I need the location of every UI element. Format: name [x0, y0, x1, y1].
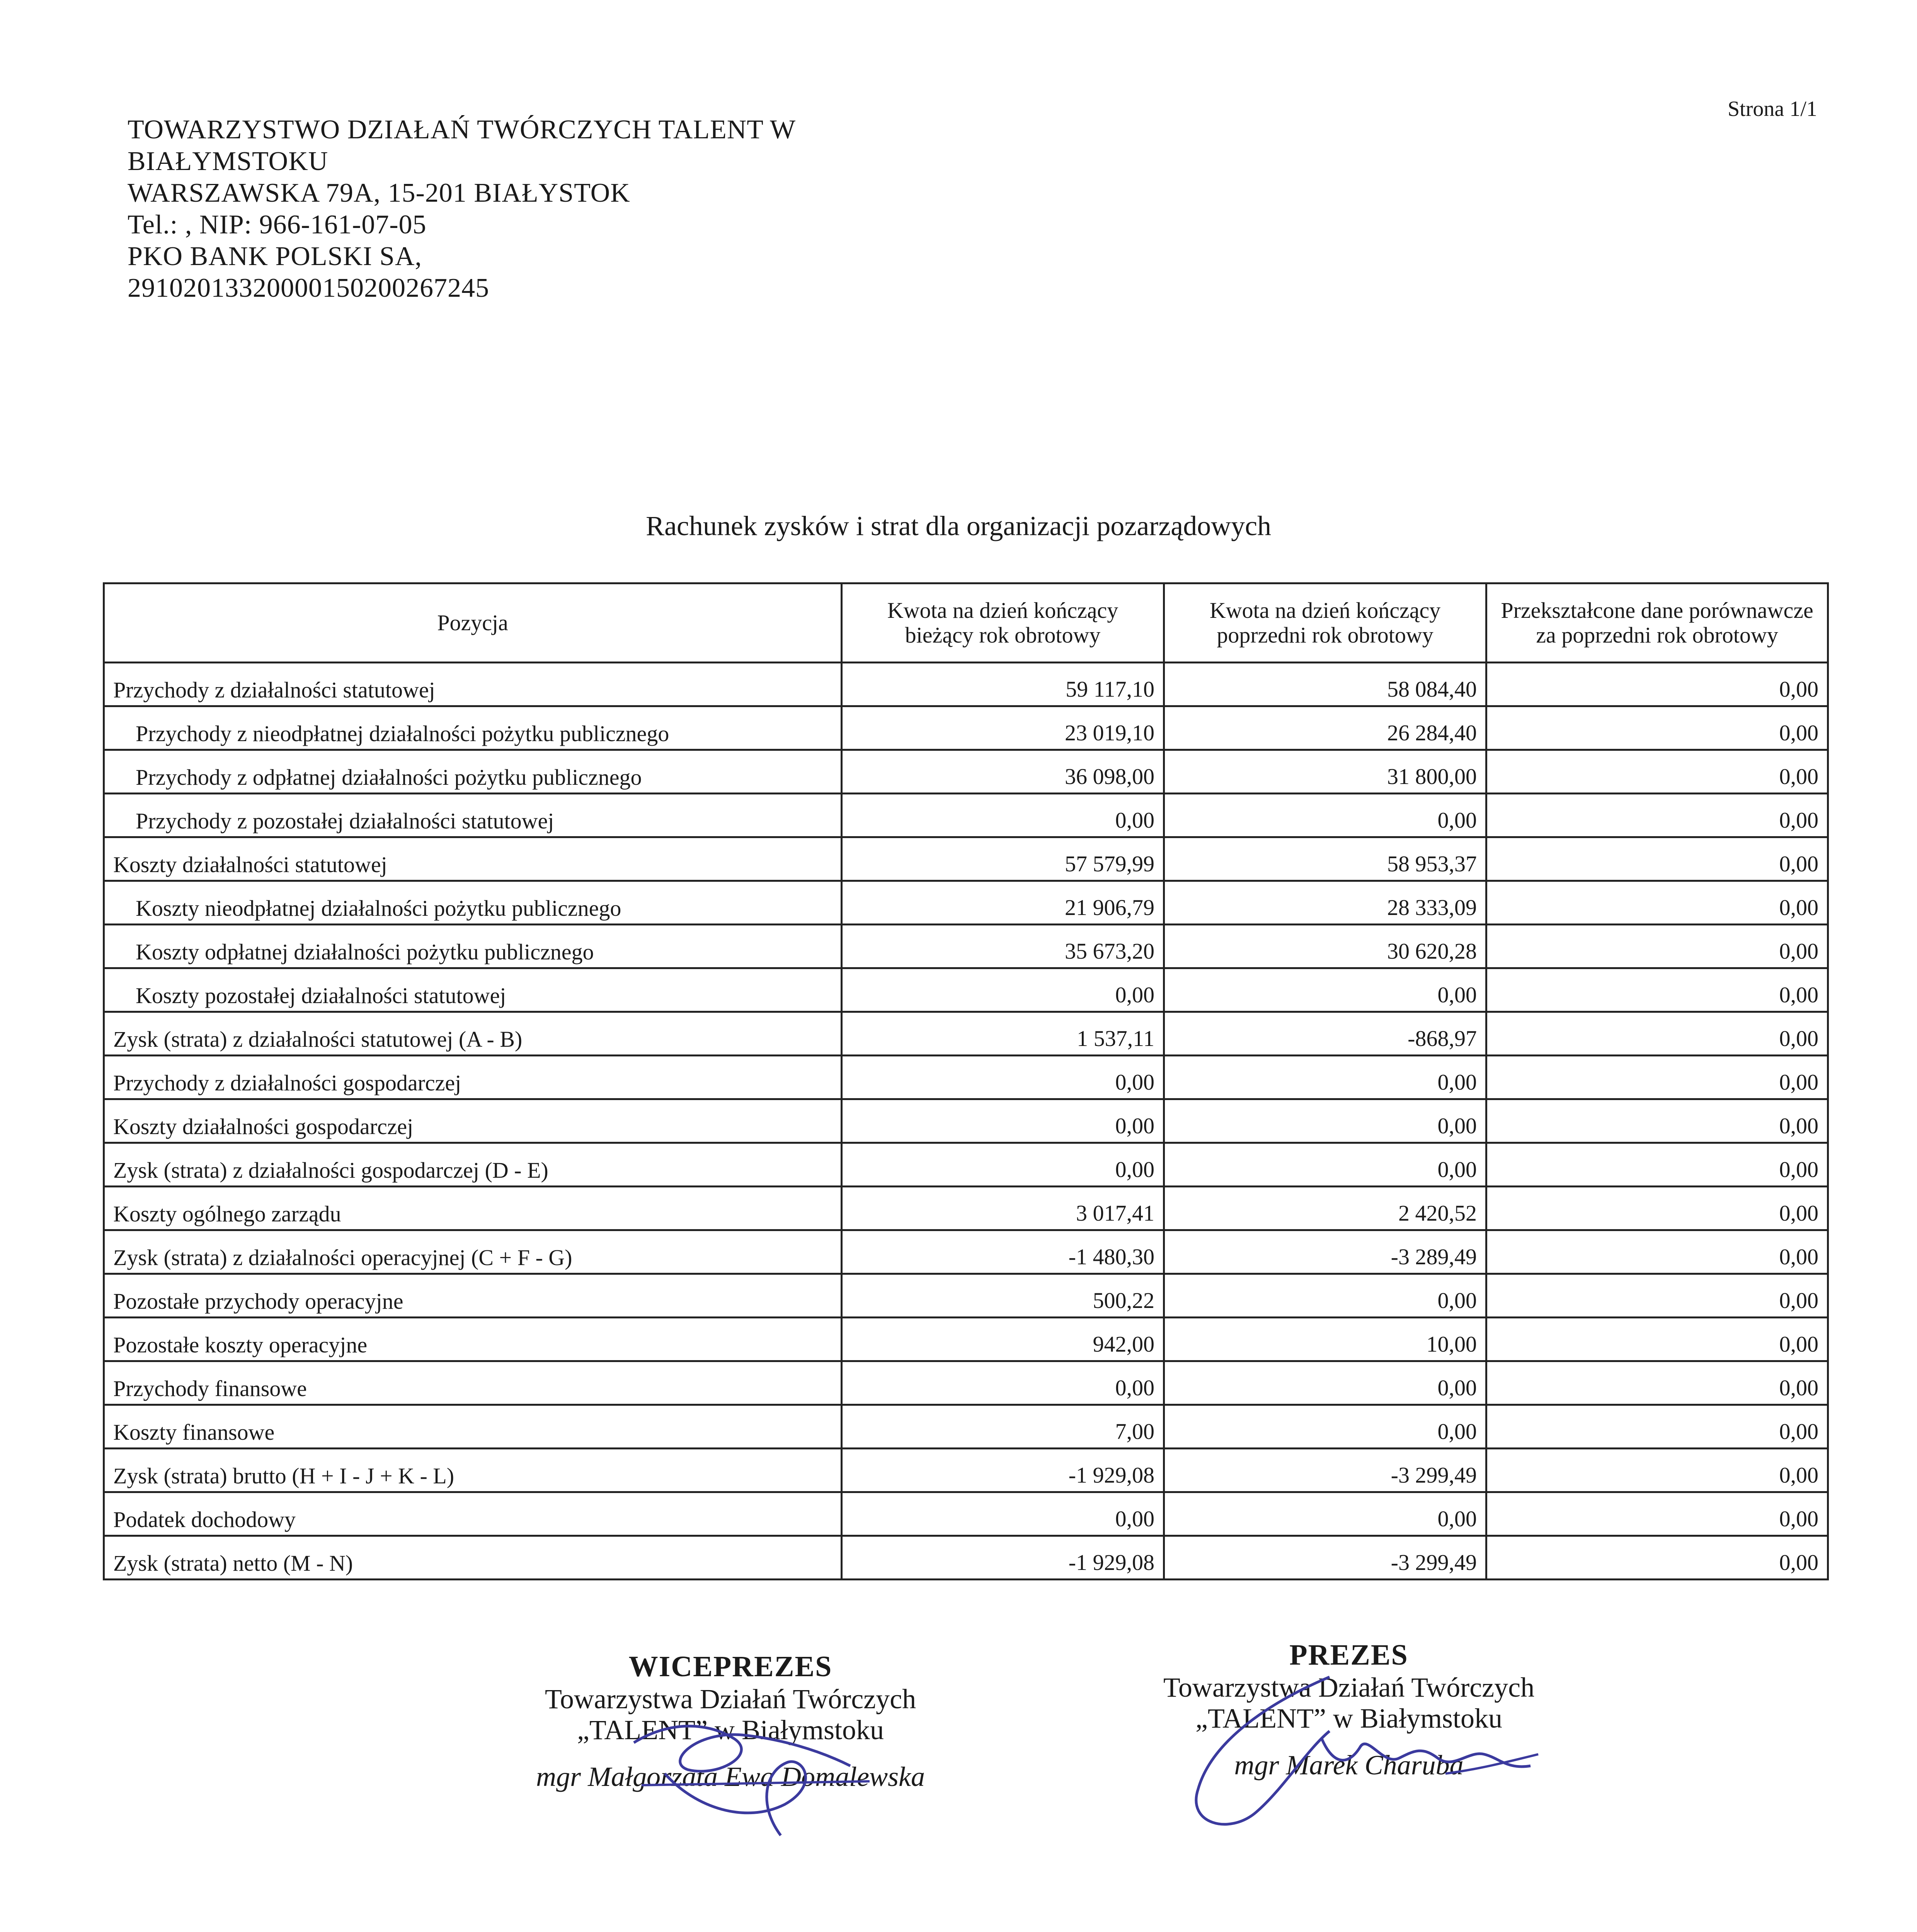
row-current-value: 0,00 — [842, 1099, 1164, 1143]
row-current-value: 0,00 — [842, 1056, 1164, 1099]
row-current-value: 59 117,10 — [842, 663, 1164, 706]
row-label: Przychody z pozostałej działalności statutowej — [104, 794, 842, 837]
table-row — [104, 1492, 1828, 1536]
signature-org-line1: Towarzystwa Działań Twórczych — [545, 1684, 916, 1714]
row-label: Przychody z działalności statutowej — [104, 663, 842, 706]
header-previous-line1: Kwota na dzień kończący — [1209, 598, 1441, 623]
row-label: Przychody finansowe — [104, 1361, 842, 1405]
row-restated-value: 0,00 — [1486, 750, 1828, 794]
header-previous-year — [1164, 583, 1486, 663]
table-row — [104, 1099, 1828, 1143]
row-label: Koszty pozostałej działalności statutowej — [104, 968, 842, 1012]
row-label: Koszty działalności statutowej — [104, 837, 842, 881]
row-restated-value: 0,00 — [1486, 925, 1828, 968]
row-restated-value: 0,00 — [1486, 1492, 1828, 1536]
handwritten-signature-right — [1167, 1673, 1554, 1851]
signature-title: PREZES — [1289, 1639, 1408, 1671]
row-label: Pozostałe przychody operacyjne — [104, 1274, 842, 1318]
row-previous-value: 0,00 — [1164, 1492, 1486, 1536]
row-label: Przychody z działalności gospodarczej — [104, 1056, 842, 1099]
org-phone-nip: Tel.: , NIP: 966-161-07-05 — [128, 210, 427, 240]
header-current-year — [842, 583, 1164, 663]
row-previous-value: 58 084,40 — [1164, 663, 1486, 706]
document-title: Rachunek zysków i strat dla organizacji pozarządowych — [645, 510, 1272, 541]
row-restated-value: 0,00 — [1486, 1274, 1828, 1318]
row-restated-value: 0,00 — [1486, 1405, 1828, 1449]
signature-name: mgr Marek Charuba — [1234, 1750, 1464, 1781]
row-restated-value: 0,00 — [1486, 794, 1828, 837]
row-restated-value: 0,00 — [1486, 1536, 1828, 1580]
row-previous-value: 58 953,37 — [1164, 837, 1486, 881]
row-current-value: 500,22 — [842, 1274, 1164, 1318]
signature-name: mgr Małgorzata Ewa Domalewska — [536, 1761, 925, 1792]
row-current-value: 35 673,20 — [842, 925, 1164, 968]
row-restated-value: 0,00 — [1486, 1099, 1828, 1143]
row-current-value: 0,00 — [842, 794, 1164, 837]
table-row — [104, 881, 1828, 925]
row-current-value: 0,00 — [842, 1492, 1164, 1536]
row-current-value: 23 019,10 — [842, 706, 1164, 750]
row-label: Koszty ogólnego zarządu — [104, 1187, 842, 1230]
table-row — [104, 925, 1828, 968]
table-row — [104, 663, 1828, 706]
table-row — [104, 1187, 1828, 1230]
row-current-value: -1 929,08 — [842, 1536, 1164, 1580]
table-row — [104, 1318, 1828, 1361]
row-restated-value: 0,00 — [1486, 968, 1828, 1012]
row-previous-value: -868,97 — [1164, 1012, 1486, 1056]
row-previous-value: 2 420,52 — [1164, 1187, 1486, 1230]
table-row — [104, 1274, 1828, 1318]
header-previous-line2: poprzedni rok obrotowy — [1217, 622, 1433, 648]
row-restated-value: 0,00 — [1486, 1187, 1828, 1230]
row-previous-value: 0,00 — [1164, 1099, 1486, 1143]
header-position: Pozycja — [104, 583, 842, 663]
row-restated-value: 0,00 — [1486, 663, 1828, 706]
row-label: Zysk (strata) brutto (H + I - J + K - L) — [104, 1449, 842, 1492]
row-previous-value: 10,00 — [1164, 1318, 1486, 1361]
row-label: Zysk (strata) z działalności operacyjnej (C + F - G) — [104, 1230, 842, 1274]
row-label: Koszty odpłatnej działalności pożytku publicznego — [104, 925, 842, 968]
row-current-value: 7,00 — [842, 1405, 1164, 1449]
row-label: Podatek dochodowy — [104, 1492, 842, 1536]
row-previous-value: 30 620,28 — [1164, 925, 1486, 968]
row-label: Koszty nieodpłatnej działalności pożytku publicznego — [104, 881, 842, 925]
row-current-value: 942,00 — [842, 1318, 1164, 1361]
organization-header — [128, 114, 796, 304]
row-current-value: -1 929,08 — [842, 1449, 1164, 1492]
row-restated-value: 0,00 — [1486, 1143, 1828, 1187]
income-statement-table — [103, 582, 1829, 1580]
table-row — [104, 750, 1828, 794]
row-label: Zysk (strata) z działalności gospodarczej (D - E) — [104, 1143, 842, 1187]
signature-org-line2: „TALENT” w Białymstoku — [1195, 1703, 1503, 1734]
row-label: Zysk (strata) netto (M - N) — [104, 1536, 842, 1580]
org-account: 29102013320000150200267245 — [128, 273, 489, 303]
table-row — [104, 837, 1828, 881]
row-previous-value: 0,00 — [1164, 794, 1486, 837]
row-previous-value: 0,00 — [1164, 1274, 1486, 1318]
signature-title: WICEPREZES — [628, 1650, 833, 1683]
row-label: Przychody z nieodpłatnej działalności pożytku publicznego — [104, 706, 842, 750]
row-current-value: 0,00 — [842, 968, 1164, 1012]
table-row — [104, 968, 1828, 1012]
table-row — [104, 1143, 1828, 1187]
row-restated-value: 0,00 — [1486, 1318, 1828, 1361]
row-previous-value: -3 299,49 — [1164, 1449, 1486, 1492]
row-current-value: 21 906,79 — [842, 881, 1164, 925]
row-previous-value: -3 289,49 — [1164, 1230, 1486, 1274]
table-row — [104, 1230, 1828, 1274]
table-row — [104, 1361, 1828, 1405]
header-restated — [1486, 583, 1828, 663]
row-label: Koszty działalności gospodarczej — [104, 1099, 842, 1143]
row-restated-value: 0,00 — [1486, 881, 1828, 925]
table-header-row — [104, 583, 1828, 663]
table-row — [104, 1449, 1828, 1492]
row-label: Przychody z odpłatnej działalności pożytku publicznego — [104, 750, 842, 794]
row-label: Pozostałe koszty operacyjne — [104, 1318, 842, 1361]
signature-org-line2: „TALENT” w Białymstoku — [577, 1714, 884, 1745]
row-previous-value: 28 333,09 — [1164, 881, 1486, 925]
row-previous-value: 31 800,00 — [1164, 750, 1486, 794]
row-current-value: -1 480,30 — [842, 1230, 1164, 1274]
handwritten-signature-left — [618, 1708, 889, 1862]
org-bank: PKO BANK POLSKI SA, — [128, 242, 422, 271]
org-name-line1: TOWARZYSTWO DZIAŁAŃ TWÓRCZYCH TALENT W — [128, 115, 796, 145]
table-row — [104, 706, 1828, 750]
row-restated-value: 0,00 — [1486, 1230, 1828, 1274]
row-restated-value: 0,00 — [1486, 1012, 1828, 1056]
row-previous-value: 0,00 — [1164, 1405, 1486, 1449]
row-restated-value: 0,00 — [1486, 1361, 1828, 1405]
page-number: Strona 1/1 — [1728, 97, 1817, 121]
row-current-value: 36 098,00 — [842, 750, 1164, 794]
table-row — [104, 1012, 1828, 1056]
table-row — [104, 794, 1828, 837]
header-restated-line1: Przekształcone dane porównawcze — [1501, 598, 1813, 623]
row-previous-value: 0,00 — [1164, 1143, 1486, 1187]
row-current-value: 57 579,99 — [842, 837, 1164, 881]
table-row — [104, 1536, 1828, 1580]
header-current-line2: bieżący rok obrotowy — [905, 622, 1101, 648]
row-restated-value: 0,00 — [1486, 1449, 1828, 1492]
row-current-value: 0,00 — [842, 1361, 1164, 1405]
row-restated-value: 0,00 — [1486, 837, 1828, 881]
row-previous-value: -3 299,49 — [1164, 1536, 1486, 1580]
row-restated-value: 0,00 — [1486, 1056, 1828, 1099]
table-row — [104, 1405, 1828, 1449]
org-address: WARSZAWSKA 79A, 15-201 BIAŁYSTOK — [128, 178, 630, 208]
signature-org-line1: Towarzystwa Działań Twórczych — [1163, 1672, 1535, 1703]
row-label: Koszty finansowe — [104, 1405, 842, 1449]
row-current-value: 3 017,41 — [842, 1187, 1164, 1230]
table-body — [104, 663, 1828, 1580]
row-label: Zysk (strata) z działalności statutowej (A - B) — [104, 1012, 842, 1056]
org-name-line2: BIAŁYMSTOKU — [128, 146, 329, 176]
row-previous-value: 0,00 — [1164, 968, 1486, 1012]
row-previous-value: 26 284,40 — [1164, 706, 1486, 750]
table-row — [104, 1056, 1828, 1099]
row-current-value: 1 537,11 — [842, 1012, 1164, 1056]
row-previous-value: 0,00 — [1164, 1361, 1486, 1405]
row-current-value: 0,00 — [842, 1143, 1164, 1187]
row-restated-value: 0,00 — [1486, 706, 1828, 750]
header-restated-line2: za poprzedni rok obrotowy — [1536, 622, 1778, 648]
header-current-line1: Kwota na dzień kończący — [887, 598, 1119, 623]
row-previous-value: 0,00 — [1164, 1056, 1486, 1099]
